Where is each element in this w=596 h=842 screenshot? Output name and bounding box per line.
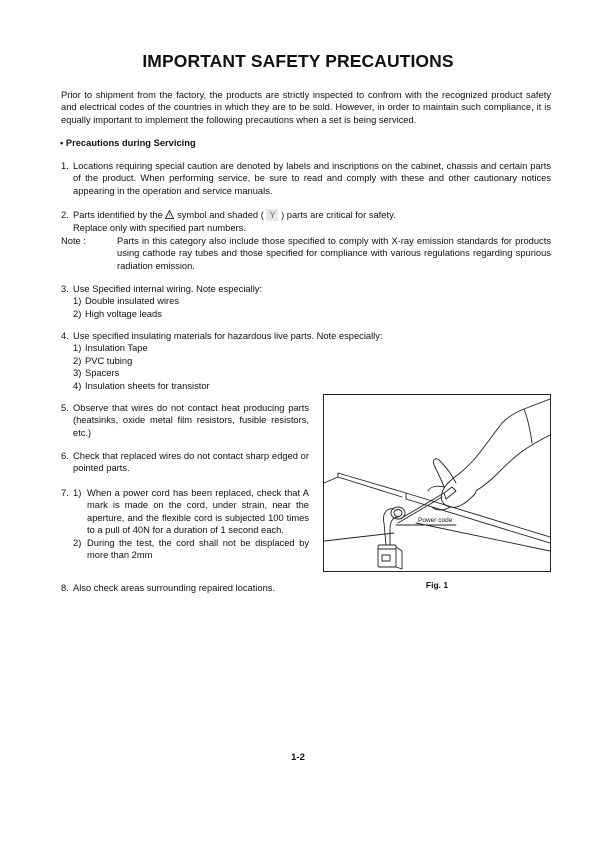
item-number: 2. xyxy=(61,210,69,220)
precaution-item-6 xyxy=(61,450,309,475)
item-number: 4. xyxy=(61,331,69,341)
page-title: IMPORTANT SAFETY PRECAUTIONS xyxy=(142,51,454,71)
item-body xyxy=(73,283,551,320)
item-line xyxy=(73,209,551,222)
item-text: Parts identified by the xyxy=(73,210,163,220)
item-text: Use Specified internal wiring. Note especially: xyxy=(73,284,263,294)
sub-text: When a power cord has been replaced, check that A mark is made on the cord, under strain, near the aperture, and the flexible cord is subjected 100 times to a pull of 40N for a duration of 1 second each. xyxy=(87,488,309,536)
sub-item xyxy=(73,537,309,562)
item-number: 6. xyxy=(61,451,69,461)
sub-text: Insulation Tape xyxy=(85,343,148,354)
sub-item xyxy=(73,308,551,320)
sub-number: 4) xyxy=(73,380,82,391)
sub-item xyxy=(73,355,551,367)
figure-1 xyxy=(323,394,551,572)
figure-caption: Fig. 1 xyxy=(425,580,449,590)
item-number: 8. xyxy=(61,583,69,593)
page-number: 1-2 xyxy=(291,752,305,763)
item-line-2: Replace only with specified part numbers. xyxy=(73,223,246,234)
sub-item xyxy=(73,367,551,379)
item-number: 3. xyxy=(61,284,69,294)
sub-text: PVC tubing xyxy=(85,355,133,366)
item-body xyxy=(73,330,551,392)
precaution-item-8 xyxy=(61,582,309,594)
intro-paragraph: Prior to shipment from the factory, the products are strictly inspected to confrom with the recognized product safety and electrical codes of the countries in which they are to be sold. However, in order to maintain such compliance, it is equally important to implement the following precautions when a set is being serviced. xyxy=(61,90,551,125)
item-text: Also check areas surrounding repaired locations. xyxy=(73,583,276,593)
precaution-item-2 xyxy=(61,209,551,272)
sub-number: 1) xyxy=(73,343,82,354)
svg-text:!: ! xyxy=(169,213,171,219)
sub-number: 2) xyxy=(73,537,82,548)
item-number: 1. xyxy=(61,161,69,171)
item-text: Use specified insulating materials for hazardous live parts. Note especially: xyxy=(73,331,383,341)
item-number: 7. xyxy=(61,488,69,498)
power-cord-illustration xyxy=(324,395,550,571)
precaution-item-5 xyxy=(61,402,309,439)
sub-number: 2) xyxy=(73,308,82,319)
sub-text: Insulation sheets for transistor xyxy=(85,380,210,391)
sub-number: 2) xyxy=(73,355,82,366)
sub-item xyxy=(73,380,551,392)
item-text: ) parts are critical for safety. xyxy=(281,210,396,220)
sub-text: High voltage leads xyxy=(85,308,162,319)
power-cord-label: Power code xyxy=(418,517,453,524)
precaution-item-1 xyxy=(61,160,551,197)
item-note xyxy=(61,235,551,272)
sub-number: 1) xyxy=(73,296,82,307)
warning-triangle-icon xyxy=(165,210,174,222)
note-label: Note : xyxy=(61,235,86,246)
sub-text: Spacers xyxy=(85,368,120,379)
sub-number: 3) xyxy=(73,368,82,379)
sub-text: During the test, the cord shall not be displaced by more than 2mm xyxy=(87,537,309,561)
shade-sample: Y xyxy=(266,209,278,221)
item-text: Observe that wires do not contact heat producing parts (heatsinks, oxide metal film resistors, fusible resistors, etc.) xyxy=(73,403,309,438)
sub-text: Double insulated wires xyxy=(85,296,180,307)
sub-number: 1) xyxy=(73,488,82,498)
item-text: Locations requiring special caution are denoted by labels and inscriptions on the cabinet, chassis and certain parts of the product. When performing service, be sure to read and comply with these and other cautionary notices appearing in the operation and service manuals. xyxy=(73,161,551,196)
item-body xyxy=(61,209,551,272)
item-number: 5. xyxy=(61,403,69,413)
precaution-item-7 xyxy=(61,487,309,561)
item-text: symbol and shaded ( xyxy=(177,210,264,220)
item-text: Check that replaced wires do not contact sharp edged or pointed parts. xyxy=(73,451,309,474)
item-body xyxy=(73,487,309,561)
sub-item xyxy=(73,342,551,354)
sub-item xyxy=(73,295,551,307)
section-heading: • Precautions during Servicing xyxy=(60,138,196,148)
note-text: Parts in this category also include those specified to comply with X-ray emission standards for products using cathode ray tubes and those specified for compliance with various regulations regarding spurious radiation emission. xyxy=(117,235,551,271)
sub-item xyxy=(73,487,309,537)
precaution-item-3 xyxy=(61,283,551,320)
precaution-item-4 xyxy=(61,330,551,392)
